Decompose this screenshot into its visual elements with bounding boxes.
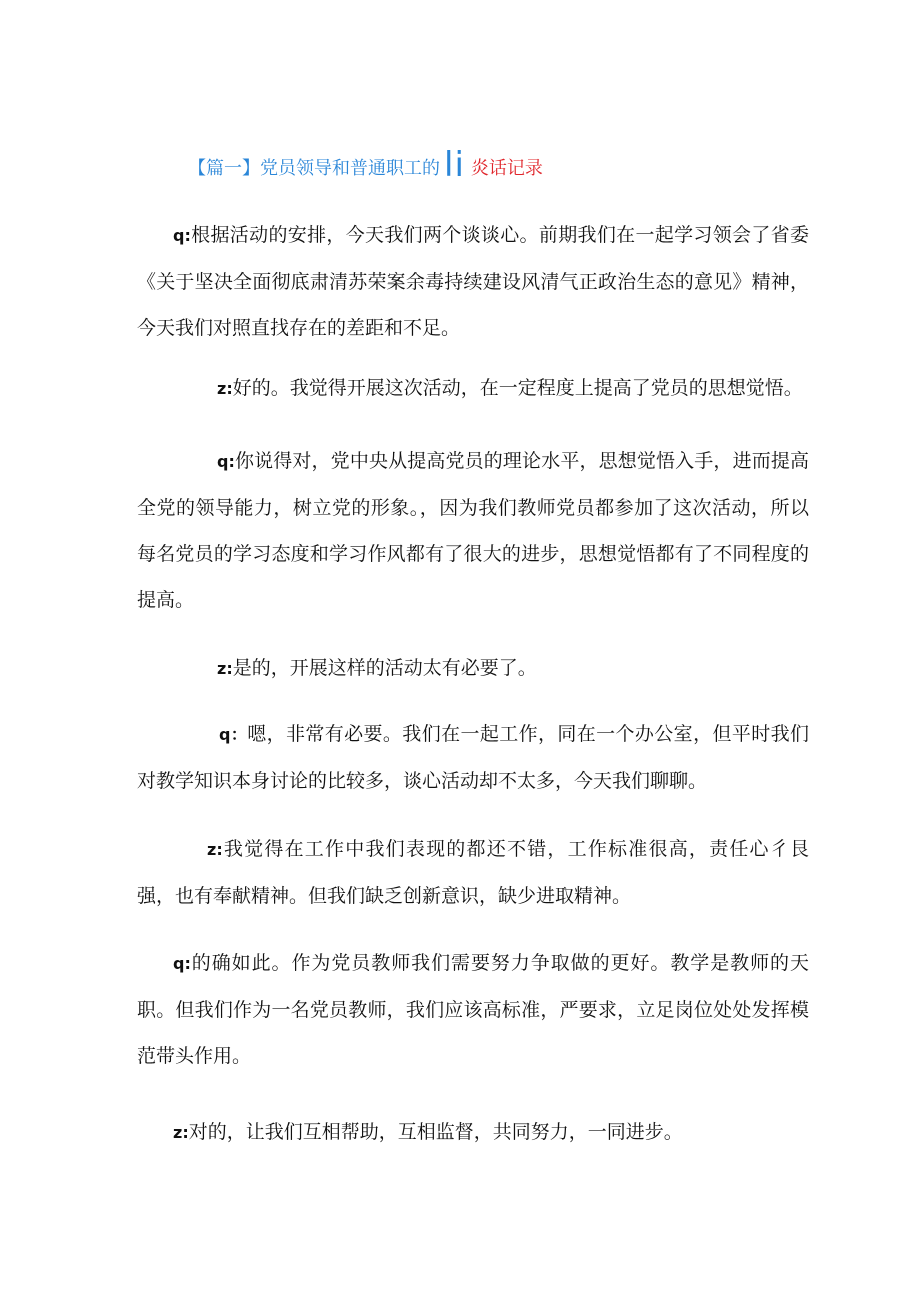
dialogue-paragraph	[137, 365, 809, 412]
dialogue-text: 的确如此。作为党员教师我们需要努力争取做的更好。教学是教师的天职。但我们作为一名党员教师，我们应该高标准，严要求，立足岗位处处发挥模范带头作用。	[137, 952, 809, 1067]
dialogue-paragraph	[137, 826, 809, 919]
speaker-label: z	[173, 1123, 183, 1142]
dialogue-paragraph	[137, 940, 809, 1079]
dialogue-paragraph	[137, 645, 809, 692]
dialogue-text: 对的，让我们互相帮助，互相监督，共同努力，一同进步。	[188, 1121, 683, 1143]
dialogue-paragraph	[137, 711, 809, 804]
dialogue-paragraph	[137, 212, 809, 351]
speaker-separator: :	[184, 226, 191, 245]
speaker-separator: :	[182, 1123, 189, 1142]
speaker-label: q	[173, 226, 185, 245]
speaker-separator: :	[226, 379, 233, 398]
speaker-label: z	[207, 840, 217, 859]
title-suffix: 炎话记录	[470, 158, 543, 179]
speaker-separator: :	[228, 452, 235, 471]
dialogue-text: 是的，开展这样的活动太有必要了。	[232, 657, 537, 679]
speaker-separator: :	[216, 840, 223, 859]
dialogue-text: 嗯，非常有必要。我们在一起工作，同在一个办公室，但平时我们对教学知识本身讨论的比较多，谈心活动却不太多，今天我们聊聊。	[137, 723, 809, 792]
speaker-separator: ：	[230, 725, 248, 744]
speaker-label: q	[219, 725, 231, 744]
speaker-label: q	[217, 452, 229, 471]
speaker-label: z	[217, 379, 227, 398]
speaker-separator: :	[226, 659, 233, 678]
speaker-separator: :	[184, 954, 191, 973]
dialogue-text: 我觉得在工作中我们表现的都还不错，工作标准很高，责任心彳艮强，也有奉献精神。但我们缺乏创新意识，缺少进取精神。	[137, 838, 809, 907]
title-prefix: 【篇一】党员领导和普通职工的	[188, 158, 440, 179]
dialogue-text: 好的。我觉得开展这次活动，在一定程度上提高了党员的思想觉悟。	[232, 377, 803, 399]
document-title	[188, 145, 543, 185]
dialogue-text: 你说得对，党中央从提高党员的理论水平，思想觉悟入手，进而提高全党的领导能力，树立党的形象。，因为我们教师党员都参加了这次活动，所以每名党员的学习态度和学习作风都有了很大的进步，思想觉悟都有了不同程度的提高。	[137, 450, 809, 611]
speaker-label: q	[173, 954, 185, 973]
dialogue-text: 根据活动的安排，今天我们两个谈谈心。前期我们在一起学习领会了省委《关于坚决全面彻底肃清苏荣案余毒持续建设风清气正政治生态的意见》精神，今天我们对照直找存在的差距和不足。	[137, 224, 809, 339]
title-big-letters: li	[444, 145, 465, 185]
dialogue-paragraph	[137, 1109, 809, 1156]
dialogue-paragraph	[137, 438, 809, 623]
speaker-label: z	[217, 659, 227, 678]
